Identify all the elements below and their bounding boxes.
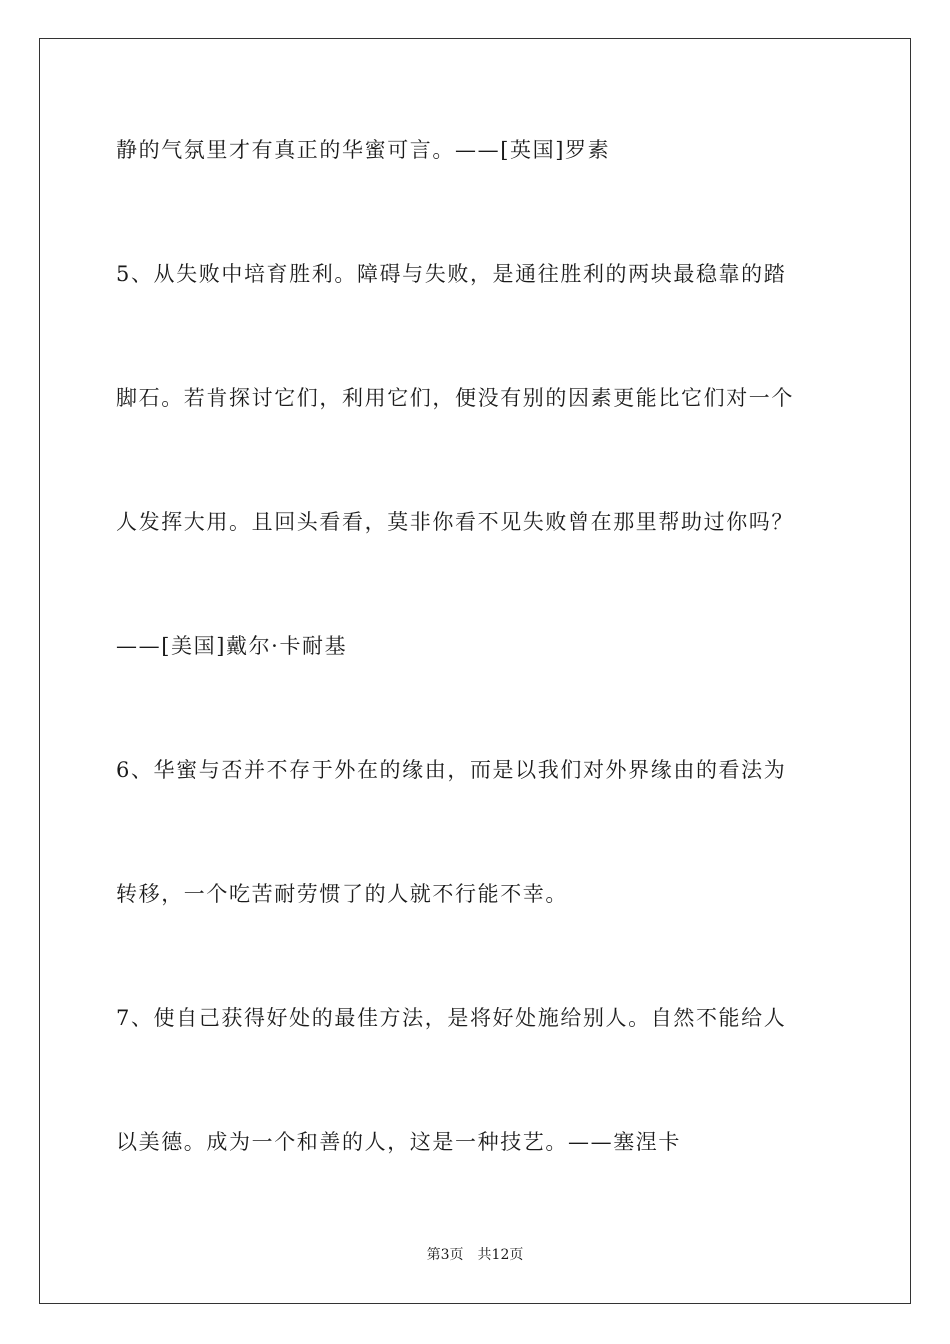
page-border	[39, 38, 911, 1304]
text-line: ——[美国]戴尔·卡耐基	[116, 634, 348, 658]
page-footer	[0, 1246, 950, 1264]
text-line: 7、使自己获得好处的最佳方法，是将好处施给别人。自然不能给人	[116, 1006, 787, 1030]
text-line: 静的气氛里才有真正的华蜜可言。——[英国]罗素	[116, 138, 611, 162]
text-line: 6、华蜜与否并不存于外在的缘由，而是以我们对外界缘由的看法为	[116, 758, 787, 782]
text-line: 5、从失败中培育胜利。障碍与失败，是通往胜利的两块最稳靠的踏	[116, 262, 787, 286]
text-line: 脚石。若肯探讨它们，利用它们，便没有别的因素更能比它们对一个	[116, 386, 794, 410]
text-line: 以美德。成为一个和善的人，这是一种技艺。——塞涅卡	[116, 1130, 681, 1154]
page-number: 第3页	[426, 1247, 464, 1263]
text-line: 人发挥大用。且回头看看，莫非你看不见失败曾在那里帮助过你吗？	[116, 510, 794, 534]
text-line: 转移，一个吃苦耐劳惯了的人就不行能不幸。	[116, 882, 568, 906]
page-total: 共12页	[477, 1247, 524, 1263]
